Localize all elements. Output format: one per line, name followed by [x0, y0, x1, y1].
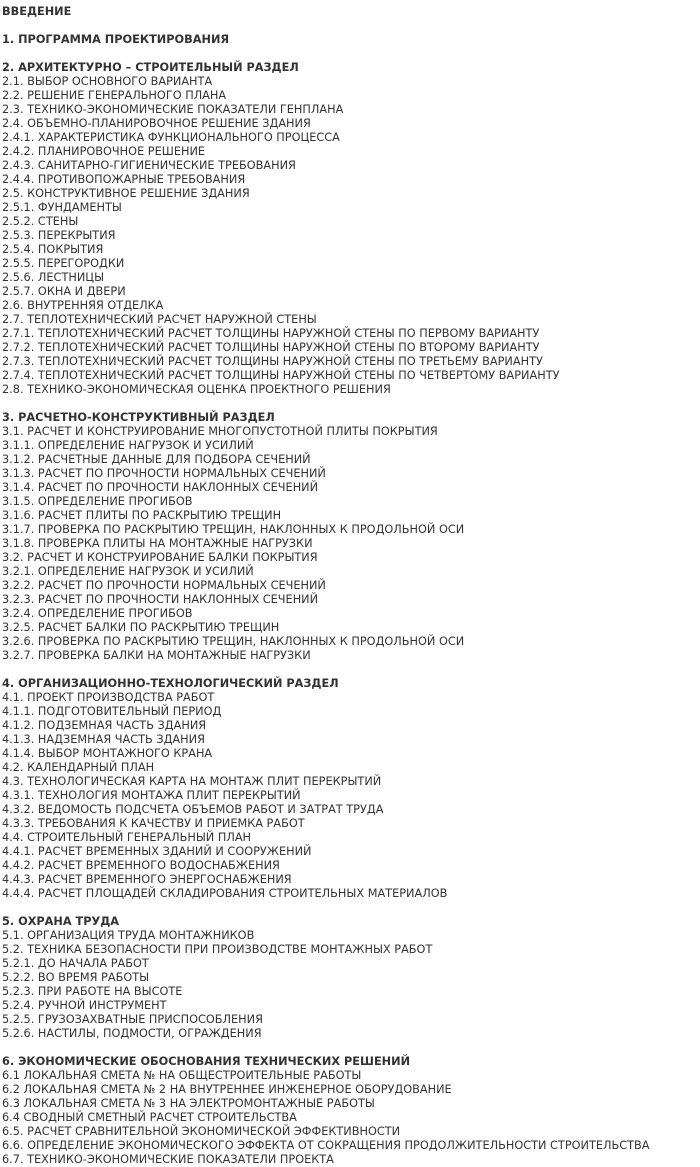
toc-entry: 6.4 СВОДНЫЙ СМЕТНЫЙ РАСЧЕТ СТРОИТЕЛЬСТВА [2, 1111, 297, 1124]
toc-entry: 6.2 ЛОКАЛЬНАЯ СМЕТА № 2 НА ВНУТРЕННЕЕ ИНЖЕНЕРНОЕ ОБОРУДОВАНИЕ [2, 1083, 452, 1096]
toc-entry: 2.5.6. ЛЕСТНИЦЫ [2, 271, 105, 284]
toc-entry: 5.2.5. ГРУЗОЗАХВАТНЫЕ ПРИСПОСОБЛЕНИЯ [2, 1013, 263, 1026]
toc-entry: 2.4.2. ПЛАНИРОВОЧНОЕ РЕШЕНИЕ [2, 145, 206, 158]
toc-section-heading: 2. АРХИТЕКТУРНО – СТРОИТЕЛЬНЫЙ РАЗДЕЛ [2, 61, 299, 74]
toc-entry: 4.2. КАЛЕНДАРНЫЙ ПЛАН [2, 761, 155, 774]
toc-entry: 2.7.3. ТЕПЛОТЕХНИЧЕСКИЙ РАСЧЕТ ТОЛЩИНЫ НАРУЖНОЙ СТЕНЫ ПО ТРЕТЬЕМУ ВАРИАНТУ [2, 355, 543, 368]
toc-entry: 2.7.2. ТЕПЛОТЕХНИЧЕСКИЙ РАСЧЕТ ТОЛЩИНЫ НАРУЖНОЙ СТЕНЫ ПО ВТОРОМУ ВАРИАНТУ [2, 341, 540, 354]
toc-entry: 3.2.7. ПРОВЕРКА БАЛКИ НА МОНТАЖНЫЕ НАГРУЗКИ [2, 649, 311, 662]
toc-entry: 5.1. ОРГАНИЗАЦИЯ ТРУДА МОНТАЖНИКОВ [2, 929, 255, 942]
toc-entry: 4.1.2. ПОДЗЕМНАЯ ЧАСТЬ ЗДАНИЯ [2, 719, 207, 732]
section-spacer [2, 663, 700, 677]
toc-entry: 6.1 ЛОКАЛЬНАЯ СМЕТА № НА ОБЩЕСТРОИТЕЛЬНЫЕ РАБОТЫ [2, 1069, 362, 1082]
section-spacer [2, 19, 700, 33]
toc-section-heading: 1. ПРОГРАММА ПРОЕКТИРОВАНИЯ [2, 33, 230, 46]
toc-entry: 3.1.1. ОПРЕДЕЛЕНИЕ НАГРУЗОК И УСИЛИЙ [2, 439, 254, 452]
toc-entry: 2.7. ТЕПЛОТЕХНИЧЕСКИЙ РАСЧЕТ НАРУЖНОЙ СТЕНЫ [2, 313, 317, 326]
toc-entry: 2.3. ТЕХНИКО-ЭКОНОМИЧЕСКИЕ ПОКАЗАТЕЛИ ГЕНПЛАНА [2, 103, 344, 116]
toc-entry: 3.2.3. РАСЧЕТ ПО ПРОЧНОСТИ НАКЛОННЫХ СЕЧЕНИЙ [2, 593, 319, 606]
toc-entry: 4.3.3. ТРЕБОВАНИЯ К КАЧЕСТВУ И ПРИЕМКА РАБОТ [2, 817, 305, 830]
toc-section-heading: 6. ЭКОНОМИЧЕСКИЕ ОБОСНОВАНИЯ ТЕХНИЧЕСКИХ РЕШЕНИЙ [2, 1055, 411, 1068]
toc-section-heading: 5. ОХРАНА ТРУДА [2, 915, 120, 928]
toc-entry: 2.4.1. ХАРАКТЕРИСТИКА ФУНКЦИОНАЛЬНОГО ПРОЦЕССА [2, 131, 340, 144]
toc-entry: 3.2.5. РАСЧЕТ БАЛКИ ПО РАСКРЫТИЮ ТРЕЩИН [2, 621, 280, 634]
toc-entry: 3.2.4. ОПРЕДЕЛЕНИЕ ПРОГИБОВ [2, 607, 193, 620]
toc-entry: 3.2. РАСЧЕТ И КОНСТРУИРОВАНИЕ БАЛКИ ПОКРЫТИЯ [2, 551, 318, 564]
toc-section-heading: ВВЕДЕНИЕ [2, 5, 72, 18]
toc-entry: 5.2.4. РУЧНОЙ ИНСТРУМЕНТ [2, 999, 167, 1012]
toc-section-heading: 3. РАСЧЕТНО-КОНСТРУКТИВНЫЙ РАЗДЕЛ [2, 411, 275, 424]
toc-entry: 3.1.8. ПРОВЕРКА ПЛИТЫ НА МОНТАЖНЫЕ НАГРУЗКИ [2, 537, 313, 550]
toc-entry: 4.1.1. ПОДГОТОВИТЕЛЬНЫЙ ПЕРИОД [2, 705, 222, 718]
toc-entry: 4.1.3. НАДЗЕМНАЯ ЧАСТЬ ЗДАНИЯ [2, 733, 205, 746]
toc-entry: 3.1.4. РАСЧЕТ ПО ПРОЧНОСТИ НАКЛОННЫХ СЕЧЕНИЙ [2, 481, 319, 494]
section-spacer [2, 1041, 700, 1055]
toc-entry: 4.4.3. РАСЧЕТ ВРЕМЕННОГО ЭНЕРГОСНАБЖЕНИЯ [2, 873, 292, 886]
toc-entry: 2.8. ТЕХНИКО-ЭКОНОМИЧЕСКАЯ ОЦЕНКА ПРОЕКТНОГО РЕШЕНИЯ [2, 383, 391, 396]
toc-entry: 6.7. ТЕХНИКО-ЭКОНОМИЧЕСКИЕ ПОКАЗАТЕЛИ ПРОЕКТА [2, 1153, 334, 1166]
toc-entry: 5.2.3. ПРИ РАБОТЕ НА ВЫСОТЕ [2, 985, 183, 998]
toc-entry: 3.1.6. РАСЧЕТ ПЛИТЫ ПО РАСКРЫТИЮ ТРЕЩИН [2, 509, 282, 522]
toc-entry: 3.2.2. РАСЧЕТ ПО ПРОЧНОСТИ НОРМАЛЬНЫХ СЕЧЕНИЙ [2, 579, 326, 592]
toc-entry: 4.3.2. ВЕДОМОСТЬ ПОДСЧЕТА ОБЪЕМОВ РАБОТ И ЗАТРАТ ТРУДА [2, 803, 384, 816]
toc-entry: 5.2.1. ДО НАЧАЛА РАБОТ [2, 957, 149, 970]
toc-entry: 3.1.5. ОПРЕДЕЛЕНИЕ ПРОГИБОВ [2, 495, 193, 508]
toc-entry: 2.4.3. САНИТАРНО-ГИГИЕНИЧЕСКИЕ ТРЕБОВАНИЯ [2, 159, 296, 172]
toc-entry: 2.4. ОБЪЕМНО-ПЛАНИРОВОЧНОЕ РЕШЕНИЕ ЗДАНИЯ [2, 117, 311, 130]
toc-entry: 3.2.6. ПРОВЕРКА ПО РАСКРЫТИЮ ТРЕЩИН, НАКЛОННЫХ К ПРОДОЛЬНОЙ ОСИ [2, 635, 465, 648]
toc-entry: 4.4. СТРОИТЕЛЬНЫЙ ГЕНЕРАЛЬНЫЙ ПЛАН [2, 831, 252, 844]
toc-entry: 2.5.1. ФУНДАМЕНТЫ [2, 201, 122, 214]
toc-entry: 2.5. КОНСТРУКТИВНОЕ РЕШЕНИЕ ЗДАНИЯ [2, 187, 250, 200]
toc-entry: 3.1. РАСЧЕТ И КОНСТРУИРОВАНИЕ МНОГОПУСТОТНОЙ ПЛИТЫ ПОКРЫТИЯ [2, 425, 438, 438]
toc-entry: 2.6. ВНУТРЕННЯЯ ОТДЕЛКА [2, 299, 164, 312]
toc-entry: 4.3. ТЕХНОЛОГИЧЕСКАЯ КАРТА НА МОНТАЖ ПЛИТ ПЕРЕКРЫТИЙ [2, 775, 382, 788]
toc-entry: 2.4.4. ПРОТИВОПОЖАРНЫЕ ТРЕБОВАНИЯ [2, 173, 246, 186]
toc-entry: 2.1. ВЫБОР ОСНОВНОГО ВАРИАНТА [2, 75, 213, 88]
toc-entry: 6.6. ОПРЕДЕЛЕНИЕ ЭКОНОМИЧЕСКОГО ЭФФЕКТА ОТ СОКРАЩЕНИЯ ПРОДОЛЖИТЕЛЬНОСТИ СТРОИТЕЛЬСТВА [2, 1139, 650, 1152]
toc-entry: 2.5.3. ПЕРЕКРЫТИЯ [2, 229, 116, 242]
section-spacer [2, 47, 700, 61]
toc-entry: 5.2. ТЕХНИКА БЕЗОПАСНОСТИ ПРИ ПРОИЗВОДСТВЕ МОНТАЖНЫХ РАБОТ [2, 943, 433, 956]
toc-entry: 4.3.1. ТЕХНОЛОГИЯ МОНТАЖА ПЛИТ ПЕРЕКРЫТИЙ [2, 789, 301, 802]
toc-entry: 3.1.2. РАСЧЕТНЫЕ ДАННЫЕ ДЛЯ ПОДБОРА СЕЧЕНИЙ [2, 453, 311, 466]
toc-entry: 4.1.4. ВЫБОР МОНТАЖНОГО КРАНА [2, 747, 213, 760]
toc-entry: 6.3 ЛОКАЛЬНАЯ СМЕТА № 3 НА ЭЛЕКТРОМОНТАЖНЫЕ РАБОТЫ [2, 1097, 375, 1110]
toc-entry: 4.4.4. РАСЧЕТ ПЛОЩАДЕЙ СКЛАДИРОВАНИЯ СТРОИТЕЛЬНЫХ МАТЕРИАЛОВ [2, 887, 448, 900]
section-spacer [2, 901, 700, 915]
toc-entry: 2.5.4. ПОКРЫТИЯ [2, 243, 104, 256]
toc-entry: 2.7.4. ТЕПЛОТЕХНИЧЕСКИЙ РАСЧЕТ ТОЛЩИНЫ НАРУЖНОЙ СТЕНЫ ПО ЧЕТВЕРТОМУ ВАРИАНТУ [2, 369, 560, 382]
toc-entry: 6.5. РАСЧЕТ СРАВНИТЕЛЬНОЙ ЭКОНОМИЧЕСКОЙ ЭФФЕКТИВНОСТИ [2, 1125, 401, 1138]
toc-entry: 4.4.1. РАСЧЕТ ВРЕМЕННЫХ ЗДАНИЙ И СООРУЖЕНИЙ [2, 845, 312, 858]
toc-entry: 2.5.7. ОКНА И ДВЕРИ [2, 285, 126, 298]
toc-entry: 2.5.2. СТЕНЫ [2, 215, 79, 228]
toc-entry: 3.1.7. ПРОВЕРКА ПО РАСКРЫТИЮ ТРЕЩИН, НАКЛОННЫХ К ПРОДОЛЬНОЙ ОСИ [2, 523, 465, 536]
toc-entry: 5.2.6. НАСТИЛЫ, ПОДМОСТИ, ОГРАЖДЕНИЯ [2, 1027, 262, 1040]
toc-entry: 3.2.1. ОПРЕДЕЛЕНИЕ НАГРУЗОК И УСИЛИЙ [2, 565, 254, 578]
toc-entry: 2.2. РЕШЕНИЕ ГЕНЕРАЛЬНОГО ПЛАНА [2, 89, 227, 102]
toc-entry: 2.7.1. ТЕПЛОТЕХНИЧЕСКИЙ РАСЧЕТ ТОЛЩИНЫ НАРУЖНОЙ СТЕНЫ ПО ПЕРВОМУ ВАРИАНТУ [2, 327, 540, 340]
toc-entry: 3.1.3. РАСЧЕТ ПО ПРОЧНОСТИ НОРМАЛЬНЫХ СЕЧЕНИЙ [2, 467, 326, 480]
toc-entry: 4.1. ПРОЕКТ ПРОИЗВОДСТВА РАБОТ [2, 691, 215, 704]
section-spacer [2, 397, 700, 411]
toc-entry: 5.2.2. ВО ВРЕМЯ РАБОТЫ [2, 971, 150, 984]
toc-entry: 4.4.2. РАСЧЕТ ВРЕМЕННОГО ВОДОСНАБЖЕНИЯ [2, 859, 280, 872]
toc-entry: 2.5.5. ПЕРЕГОРОДКИ [2, 257, 125, 270]
toc-section-heading: 4. ОРГАНИЗАЦИОННО-ТЕХНОЛОГИЧЕСКИЙ РАЗДЕЛ [2, 677, 339, 690]
